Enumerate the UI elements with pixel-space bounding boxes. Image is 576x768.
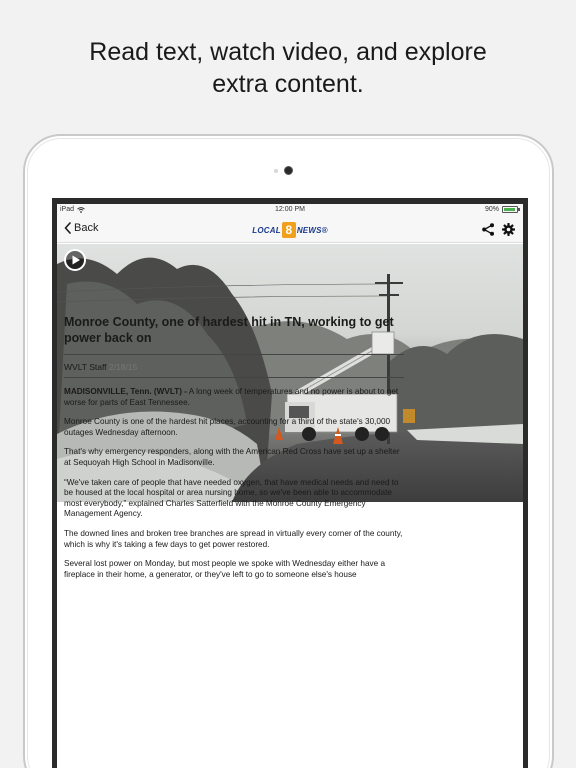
back-label: Back	[74, 222, 99, 234]
logo-local-text: LOCAL	[252, 225, 281, 235]
article-dateline: MADISONVILLE, Tenn. (WVLT) -	[64, 387, 187, 396]
station-logo	[247, 222, 333, 238]
back-button[interactable]	[64, 222, 98, 234]
logo-number: 8	[282, 222, 296, 238]
ipad-camera	[284, 166, 293, 175]
article-paragraph: Several lost power on Monday, but most people we spoke with Wednesday either have a fireplace in their home, a generator, or they've left to go to someone else's house	[64, 559, 386, 579]
article-paragraph: The downed lines and broken tree branches are spread in virtually every corner of the county, which is why it's taking a few days to get power restored.	[64, 528, 403, 549]
article-paragraph: “We've taken care of people that have needed oxygen, that have medical needs and need to be housed at the local hospital or area nursing home, so we've been able to accommodate most everybody,” explained Charles Satterfield with the Monroe County Emergency Management Agency.	[64, 477, 399, 519]
status-bar	[57, 204, 523, 217]
article-paragraph: Monroe County is one of the hardest hit places, accounting for a third of the state's 30,000 outages Wednesday afternoon.	[64, 417, 391, 437]
nav-actions	[482, 223, 515, 236]
battery-group	[485, 206, 518, 213]
ipad-sensor	[274, 169, 278, 173]
gear-icon[interactable]	[502, 223, 515, 236]
battery-icon	[502, 206, 518, 213]
article-paragraph-text: A long week of temperatures and no power is about to get worse for parts of East Tennessee.	[64, 387, 399, 407]
status-time: 12:00 PM	[275, 206, 305, 213]
navigation-bar	[57, 217, 523, 243]
share-icon[interactable]	[482, 223, 494, 236]
promo-headline	[0, 36, 576, 100]
play-icon[interactable]	[64, 249, 86, 271]
battery-percent: 90%	[484, 206, 499, 213]
logo-news-text: NEWS®	[296, 225, 328, 235]
article-byline	[64, 356, 404, 378]
promo-line-1: Read text, watch video, and explore	[89, 38, 487, 66]
article-body	[64, 387, 404, 580]
promo-line-2: extra content.	[212, 70, 364, 98]
carrier-label: iPad	[60, 206, 75, 213]
article-title: Monroe County, one of hardest hit in TN, working to get power back on	[64, 314, 404, 355]
article-paragraph: That's why emergency responders, along with the American Red Cross have set up a shelter at Sequoyah High School in Madisonville.	[64, 447, 400, 467]
article-paragraph	[64, 387, 404, 408]
article-date: 2/18/15	[108, 362, 138, 372]
article-author: WVLT Staff	[64, 362, 107, 372]
chevron-left-icon	[64, 222, 71, 234]
article-content	[64, 314, 404, 580]
